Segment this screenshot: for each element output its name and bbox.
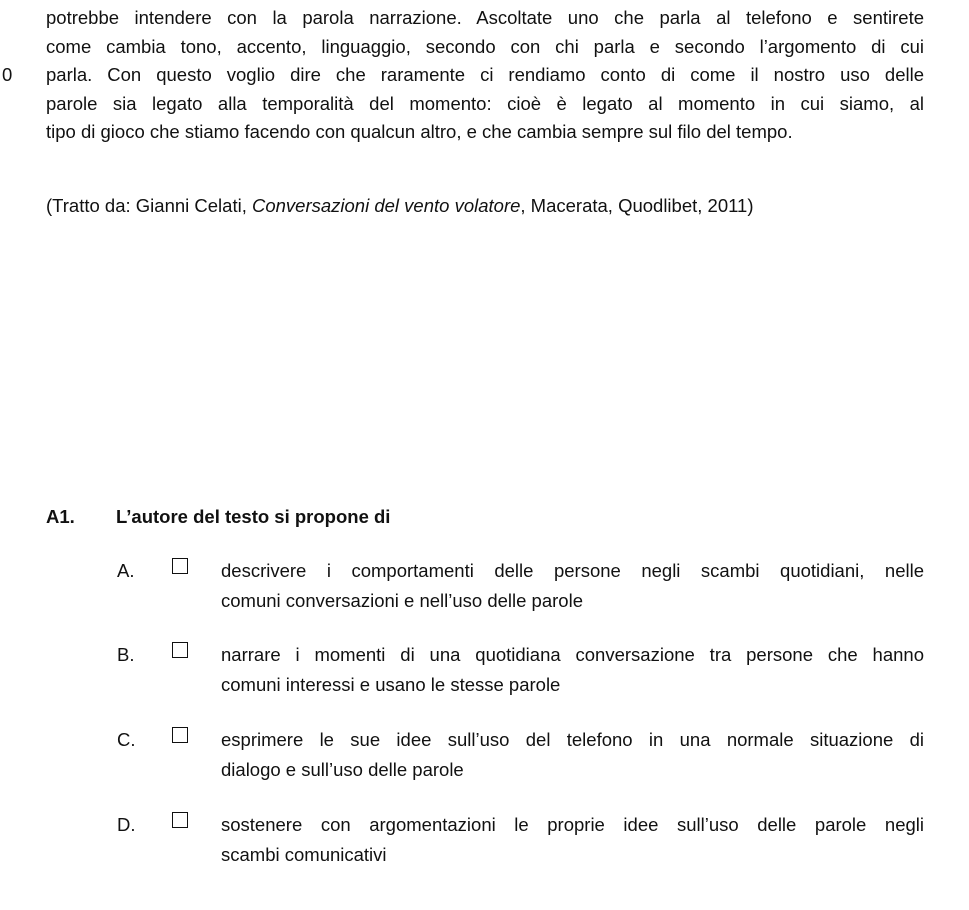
option-letter: C. xyxy=(117,729,136,750)
option-letter: B. xyxy=(117,644,135,665)
option-text xyxy=(221,725,924,785)
passage-text xyxy=(46,4,924,147)
citation-suffix: , Macerata, Quodlibet, 2011) xyxy=(520,195,754,216)
checkbox-option-c[interactable] xyxy=(172,727,188,743)
checkbox-option-a[interactable] xyxy=(172,558,188,574)
checkbox-option-d[interactable] xyxy=(172,812,188,828)
question-heading xyxy=(46,504,390,530)
passage-line: potrebbe intendere con la parola narrazione. Ascoltate uno che parla al telefono e sentirete xyxy=(46,7,924,28)
option-letter: A. xyxy=(117,560,135,581)
checkbox-option-b[interactable] xyxy=(172,642,188,658)
option-text-line: comuni conversazioni e nell’uso delle parole xyxy=(221,590,583,611)
option-text-line: comuni interessi e usano le stesse parole xyxy=(221,674,561,695)
citation-prefix: (Tratto da: Gianni Celati, xyxy=(46,195,252,216)
passage-line: parla. Con questo voglio dire che raramente ci rendiamo conto di come il nostro uso delle xyxy=(46,64,924,85)
question-text: L’autore del testo si propone di xyxy=(116,506,391,527)
option-text-line: descrivere i comportamenti delle persone negli scambi quotidiani, nelle xyxy=(221,560,924,581)
option-text xyxy=(221,640,924,700)
citation-title: Conversazioni del vento volatore xyxy=(251,195,521,216)
option-text-line: sostenere con argomentazioni le proprie idee sull’uso delle parole negli xyxy=(221,814,924,835)
option-text xyxy=(221,556,924,616)
line-number: 0 xyxy=(2,64,13,85)
option-text-line: dialogo e sull’uso delle parole xyxy=(221,759,464,780)
source-citation xyxy=(46,193,753,219)
passage-line: come cambia tono, accento, linguaggio, secondo con chi parla e secondo l’argomento di cui xyxy=(46,35,924,57)
passage-line: tipo di gioco che stiamo facendo con qualcun altro, e che cambia sempre sul filo del tempo. xyxy=(46,121,793,142)
option-text-line: narrare i momenti di una quotidiana conversazione tra persone che hanno xyxy=(221,644,924,665)
option-text xyxy=(221,810,924,870)
option-letter: D. xyxy=(117,814,136,835)
option-text-line: esprimere le sue idee sull’uso del telefono in una normale situazione di xyxy=(221,729,924,750)
question-number: A1. xyxy=(46,506,75,527)
passage-line: parole sia legato alla temporalità del momento: cioè è legato al momento in cui siamo, al xyxy=(46,92,924,114)
option-text-line: scambi comunicativi xyxy=(221,844,387,865)
